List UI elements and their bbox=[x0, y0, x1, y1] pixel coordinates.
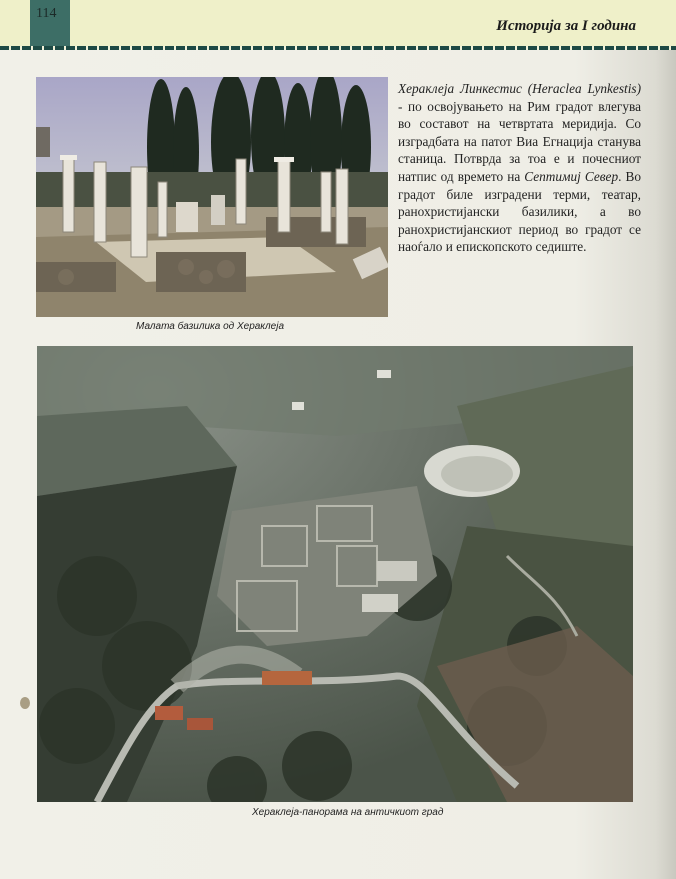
body-text-1: - по освојувањето на Рим градот влегува во составот на четвртата меридија. Со изградбата на патот Виа Егнација станува станица. Потврда за тоа е и почесниот натпис од времето на bbox=[398, 98, 641, 184]
panorama-photo bbox=[37, 346, 633, 802]
basilica-photo bbox=[36, 77, 388, 317]
paper-stain bbox=[20, 697, 30, 709]
body-text-2: . Во градот биле изградени терми, театар, ранохристијански базилики, а во ранохристијанскиот период во градот се наоѓало и епископското седиште. bbox=[398, 168, 641, 255]
page-header bbox=[0, 0, 676, 50]
page-number: 114 bbox=[36, 6, 57, 21]
header-rule bbox=[0, 46, 676, 50]
heraclea-term: Хераклеја Линкестис (Heraclea Lynkestis) bbox=[398, 81, 641, 96]
body-paragraph bbox=[398, 80, 641, 256]
panorama-caption: Хераклеја-панорама на античкиот град bbox=[252, 807, 444, 818]
basilica-caption: Малата базилика од Хераклеја bbox=[136, 321, 285, 332]
running-title: Историја за I година bbox=[496, 18, 636, 34]
septimius-term: Септимиј Север bbox=[524, 168, 619, 184]
